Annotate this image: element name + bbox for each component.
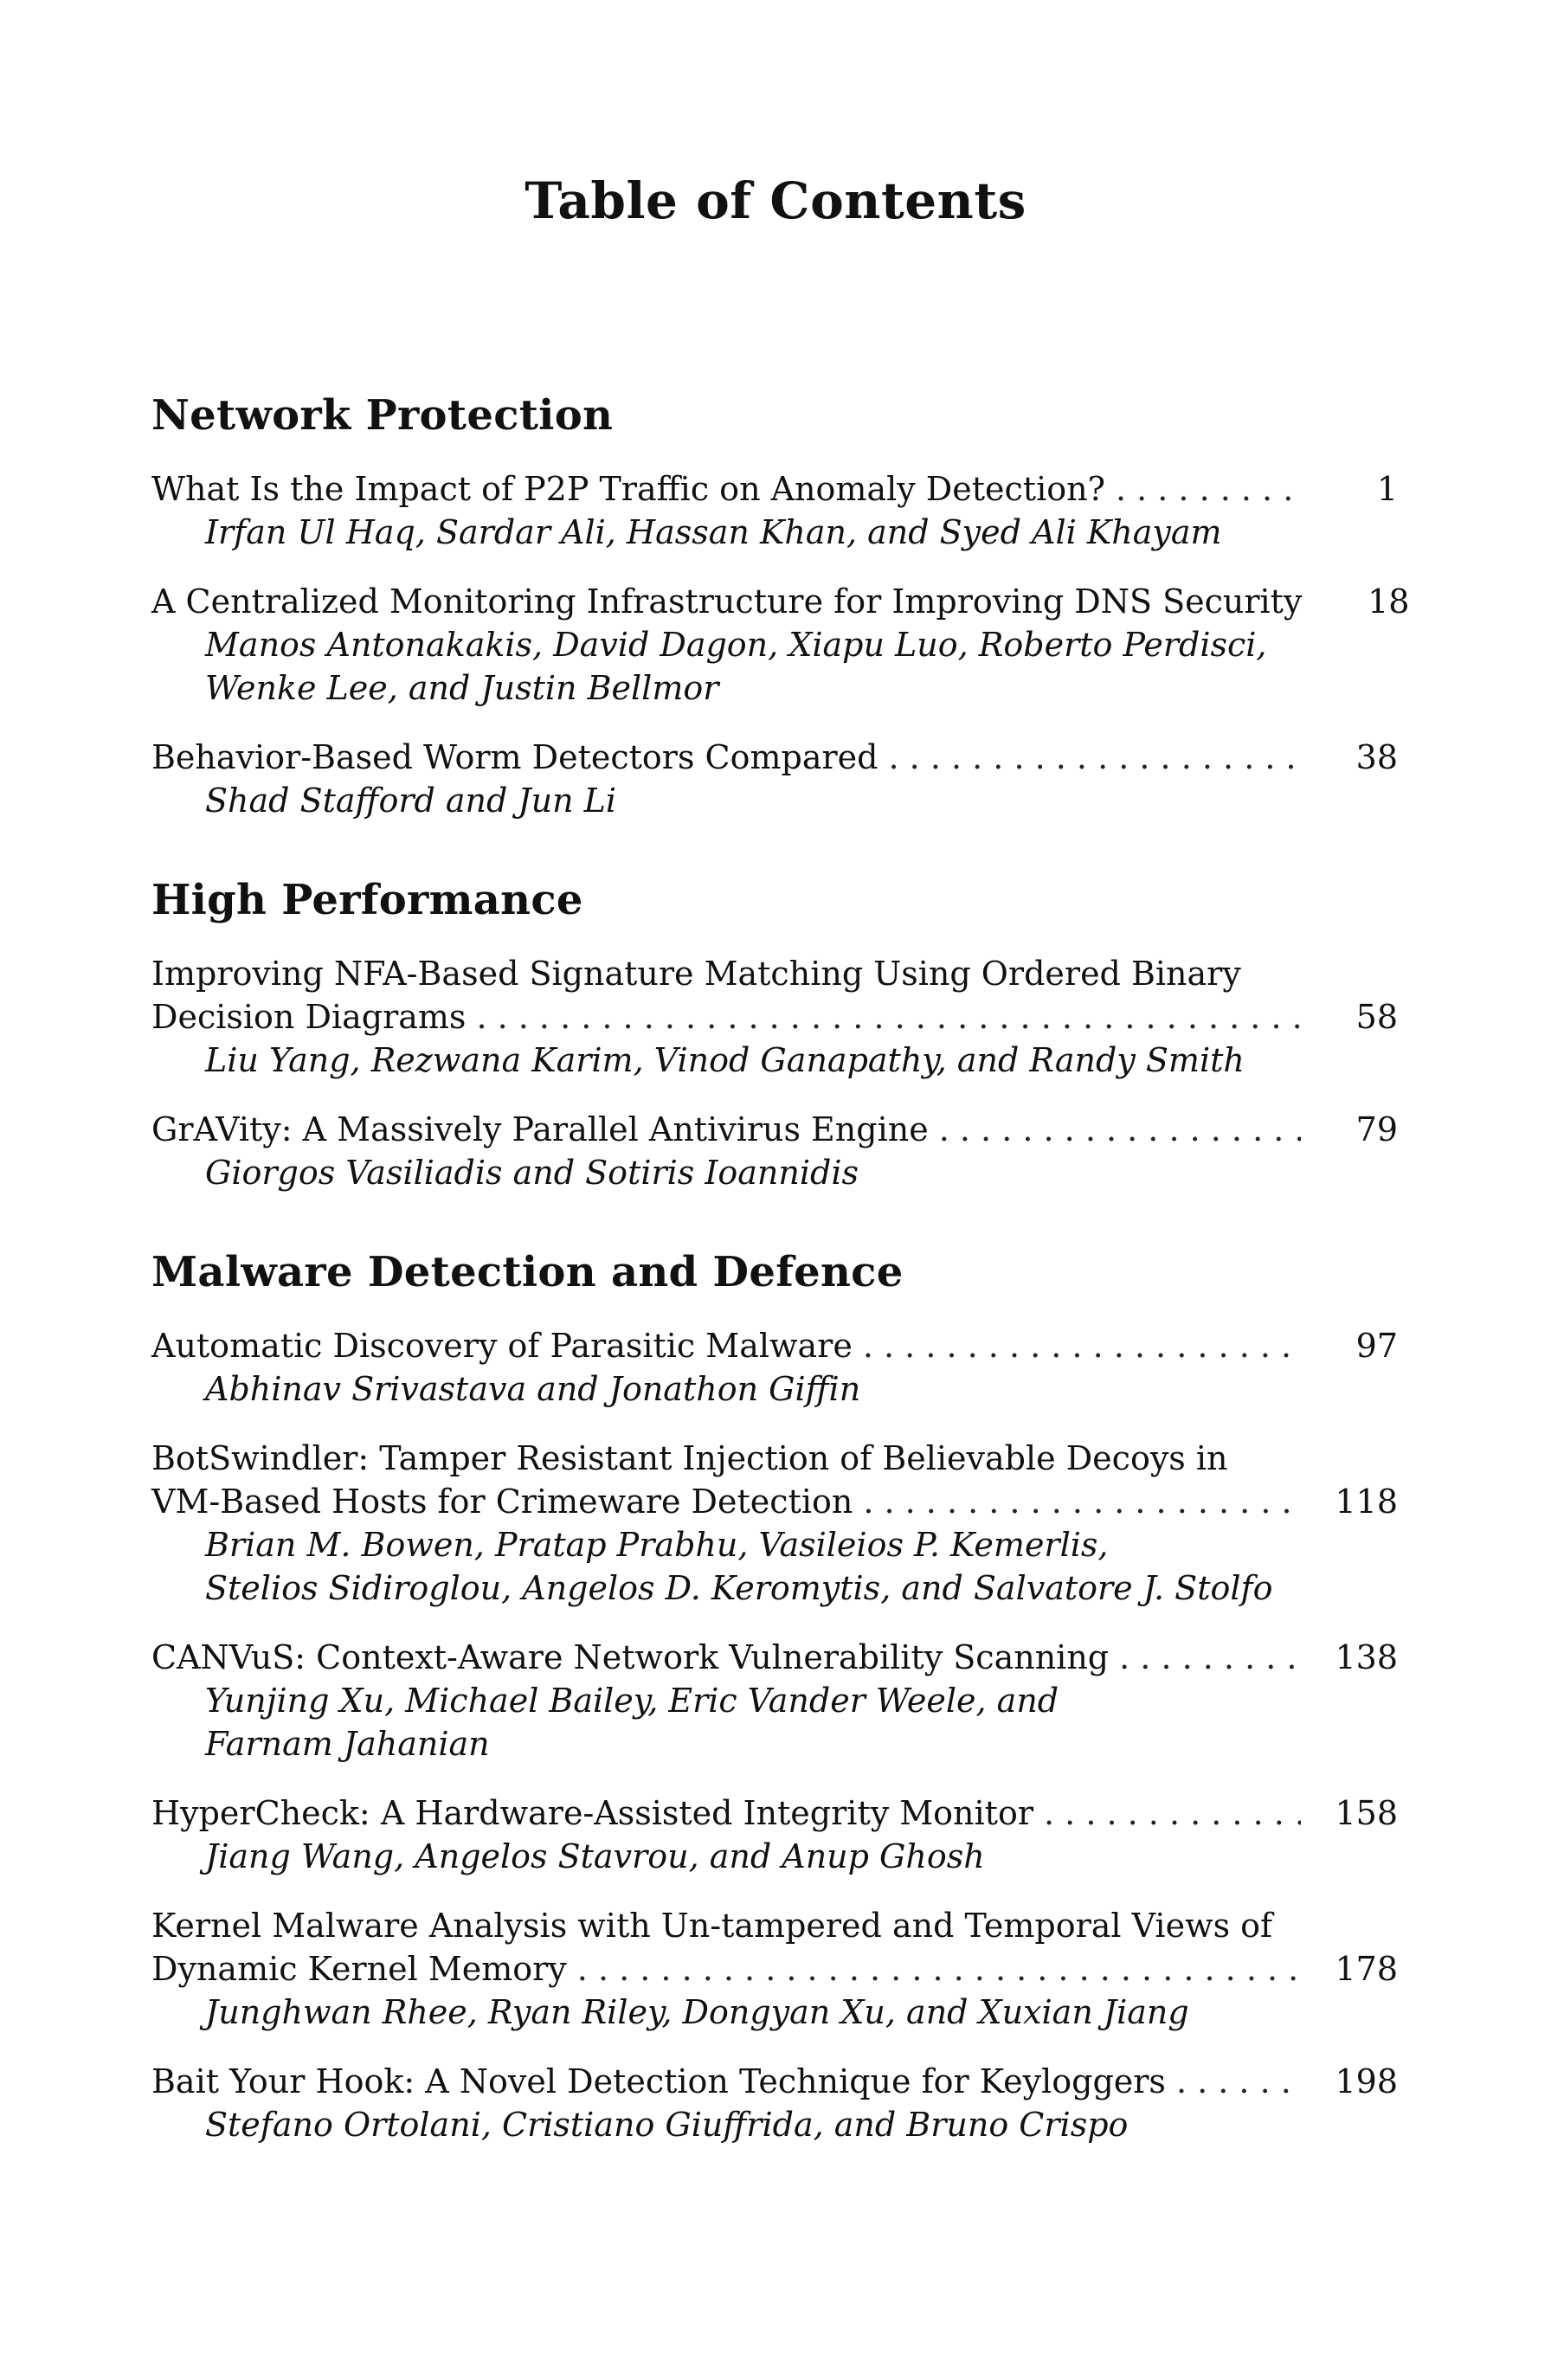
page-number: 1 [1376,470,1398,508]
entry-authors: Wenke Lee, and Justin Bellmor [205,669,719,707]
entry-authors: Stefano Ortolani, Cristiano Giuffrida, and Bruno Crispo [205,2106,1129,2144]
section-title: Network Protection [151,391,614,440]
toc-entry[interactable] [151,1324,1398,1411]
entry-authors: Jiang Wang, Angelos Stavrou, and Anup Ghosh [205,1837,985,1875]
entry-title[interactable]: A Centralized Monitoring Infrastructure for Improving DNS Security [151,582,1303,621]
toc-entry[interactable] [151,580,1410,710]
dot-leader [1176,2060,1301,2103]
page-number: 97 [1355,1327,1398,1365]
page-number: 178 [1335,1950,1398,1988]
page-number: 138 [1335,1638,1398,1676]
entry-title[interactable]: GrAVity: A Massively Parallel Antivirus Engine [151,1110,929,1148]
dot-leader [577,1947,1301,1991]
page-number: 38 [1355,738,1398,776]
entry-title[interactable]: VM-Based Hosts for Crimeware Detection [151,1483,853,1521]
entry-authors: Farnam Jahanian [205,1725,490,1763]
entry-authors: Shad Stafford and Jun Li [205,782,617,820]
entry-authors: Junghwan Rhee, Ryan Riley, Dongyan Xu, and Xuxian Jiang [205,1993,1189,2031]
entry-authors: Liu Yang, Rezwana Karim, Vinod Ganapathy, and Randy Smith [205,1041,1245,1079]
entry-title[interactable]: CANVuS: Context-Aware Network Vulnerability Scanning [151,1638,1110,1676]
entry-title-line[interactable]: Improving NFA-Based Signature Matching Using Ordered Binary [151,955,1241,993]
page-number: 79 [1355,1110,1398,1148]
dot-leader [863,1480,1301,1523]
dot-leader [1116,467,1301,511]
dot-leader [939,1108,1301,1151]
section-title: High Performance [151,876,583,924]
page-number: 118 [1335,1483,1398,1521]
entry-title[interactable]: Behavior-Based Worm Detectors Compared [151,738,878,776]
toc-entry[interactable] [151,467,1398,554]
dot-leader [863,1324,1301,1367]
section-high-performance [151,874,1398,1194]
toc-entry[interactable] [151,1904,1398,2034]
dot-leader [1119,1636,1301,1679]
entry-title[interactable]: Dynamic Kernel Memory [151,1950,567,1988]
toc-entry[interactable] [151,1437,1398,1610]
entry-authors: Giorgos Vasiliadis and Sotiris Ioannidis [205,1154,859,1192]
entry-authors: Abhinav Srivastava and Jonathon Giffin [205,1370,861,1408]
page-number: 198 [1335,2062,1398,2100]
entry-authors: Stelios Sidiroglou, Angelos D. Keromytis, and Salvatore J. Stolfo [205,1569,1273,1607]
toc-entry[interactable] [151,2060,1398,2146]
entry-title[interactable]: Decision Diagrams [151,998,467,1036]
entry-title-line[interactable]: Kernel Malware Analysis with Un-tampered and Temporal Views of [151,1907,1273,1945]
toc-entry[interactable] [151,952,1398,1082]
toc-entry[interactable] [151,1108,1398,1194]
section-malware-detection [151,1246,1398,2146]
entry-title[interactable]: What Is the Impact of P2P Traffic on Anomaly Detection? [151,470,1105,508]
entry-authors: Brian M. Bowen, Pratap Prabhu, Vasileios P. Kemerlis, [205,1526,1109,1564]
entry-title-line[interactable]: BotSwindler: Tamper Resistant Injection of Believable Decoys in [151,1439,1228,1477]
entry-title[interactable]: HyperCheck: A Hardware-Assisted Integrity Monitor [151,1794,1033,1832]
toc-entry[interactable] [151,1636,1398,1766]
dot-leader [476,995,1301,1039]
page-number: 18 [1368,582,1410,621]
toc-content [151,389,1410,2172]
toc-entry[interactable] [151,736,1398,822]
toc-entry[interactable] [151,1791,1398,1878]
page-title: Table of Contents [525,171,1026,230]
entry-title[interactable]: Bait Your Hook: A Novel Detection Technique for Keyloggers [151,2062,1166,2100]
entry-authors: Yunjing Xu, Michael Bailey, Eric Vander Weele, and [205,1682,1059,1720]
dot-leader [1044,1791,1301,1835]
section-title: Malware Detection and Defence [151,1248,904,1296]
page-number: 58 [1355,998,1398,1036]
entry-authors: Irfan Ul Haq, Sardar Ali, Hassan Khan, and Syed Ali Khayam [205,513,1222,551]
section-network-protection [151,389,1410,822]
entry-authors: Manos Antonakakis, David Dagon, Xiapu Luo, Roberto Perdisci, [205,626,1267,664]
dot-leader [889,736,1302,779]
entry-title[interactable]: Automatic Discovery of Parasitic Malware [151,1327,853,1365]
page-number: 158 [1335,1794,1398,1832]
